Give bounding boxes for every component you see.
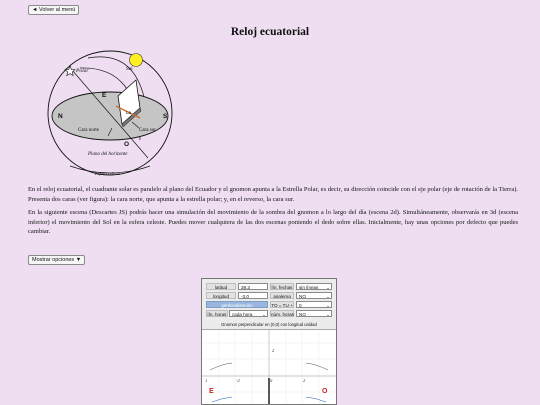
svg-text:1: 1 xyxy=(205,378,208,383)
sun-icon xyxy=(130,54,143,67)
svg-text:Cara norte: Cara norte xyxy=(78,128,99,133)
descartes-applet[interactable] xyxy=(201,278,337,405)
svg-text:Cara sur: Cara sur xyxy=(139,128,156,133)
chevron-down-icon: ⌄ xyxy=(262,312,266,317)
svg-text:N: N xyxy=(58,113,63,120)
time-offset-label: TO = TU + xyxy=(271,303,293,308)
back-to-menu-button[interactable]: ◄ Volver al menú xyxy=(28,5,79,15)
svg-text:Plano del horizonte: Plano del horizonte xyxy=(88,152,128,157)
svg-text:2: 2 xyxy=(303,378,306,383)
chevron-down-icon: ⌄ xyxy=(326,294,330,299)
gnomon-note: Gnomon perpendicular en (0,0) con longitud unidad xyxy=(221,322,317,327)
svg-text:-2: -2 xyxy=(236,378,240,383)
longitude-label: longitud xyxy=(206,292,236,299)
hour-numbers-select[interactable]: NO ⌄ xyxy=(296,310,332,317)
svg-text:La: La xyxy=(126,110,132,115)
latitude-field[interactable]: 39.3 xyxy=(238,283,268,290)
equatorial-sundial-diagram xyxy=(40,48,180,180)
west-label: O xyxy=(322,388,328,395)
east-label: E xyxy=(209,388,214,395)
svg-text:2: 2 xyxy=(272,348,275,353)
svg-text:0: 0 xyxy=(270,378,273,383)
chevron-down-icon: ⌄ xyxy=(326,285,330,290)
hour-lines-label: lín. horas xyxy=(207,312,227,317)
svg-text:Polar: Polar xyxy=(76,68,89,74)
applet-controls xyxy=(202,279,336,330)
intro-paragraph: En el reloj ecuatorial, el cuadrante solar es paralelo al plano del Ecuador y el gnomon apunta a la Estrella Polar, es decir, su dirección coincide con el eje polar (eje de rotación de la Tierra). Presenta dos caras (ver figura): la cara norte, que apunta a la estrella polar; y, en el reverso, la cara sur. xyxy=(28,186,518,203)
geolocation-button[interactable]: geolocalización xyxy=(206,301,268,308)
svg-text:Sol: Sol xyxy=(126,67,133,72)
scene-description-paragraph: En la siguiente escena (Descartes JS) podrás hacer una simulación del movimiento de la sombra del gnomon a lo largo del día (escena 2d). Simultáneamente, observarás en 3d (escena inferior) el movimiento del Sol en la esfera celeste. Puedes mover cualquiera de las dos escenas poniendo el dedo sobre ellas. Inicialmente, hay unas opciones por defecto que puedes cambiar. xyxy=(28,209,518,235)
svg-text:S: S xyxy=(163,113,168,120)
analemma-label: analema xyxy=(270,292,294,299)
latitude-label: latitud xyxy=(206,283,236,290)
svg-text:E: E xyxy=(102,92,107,99)
chevron-down-icon: ⌄ xyxy=(326,303,330,308)
sundial-2d-scene[interactable] xyxy=(202,330,336,405)
date-lines-select[interactable]: sin líneas ⌄ xyxy=(296,283,332,290)
date-lines-label: lín. fechas xyxy=(271,285,293,290)
chevron-down-icon: ⌄ xyxy=(326,312,330,317)
hour-lines-select[interactable]: cada hora ⌄ xyxy=(229,310,268,317)
svg-text:O: O xyxy=(124,141,130,148)
time-offset-select[interactable]: 0 ⌄ xyxy=(296,301,332,308)
polar-star-icon xyxy=(65,66,75,76)
svg-text:Esfera celeste: Esfera celeste xyxy=(95,171,121,176)
show-options-button[interactable]: Mostrar opciones ▼ xyxy=(28,255,85,265)
hour-numbers-label: núm. horas xyxy=(271,312,294,317)
analemma-select[interactable]: NO ⌄ xyxy=(296,292,332,299)
longitude-field[interactable]: -3.0 xyxy=(238,292,268,299)
page-title: Reloj ecuatorial xyxy=(230,26,310,38)
